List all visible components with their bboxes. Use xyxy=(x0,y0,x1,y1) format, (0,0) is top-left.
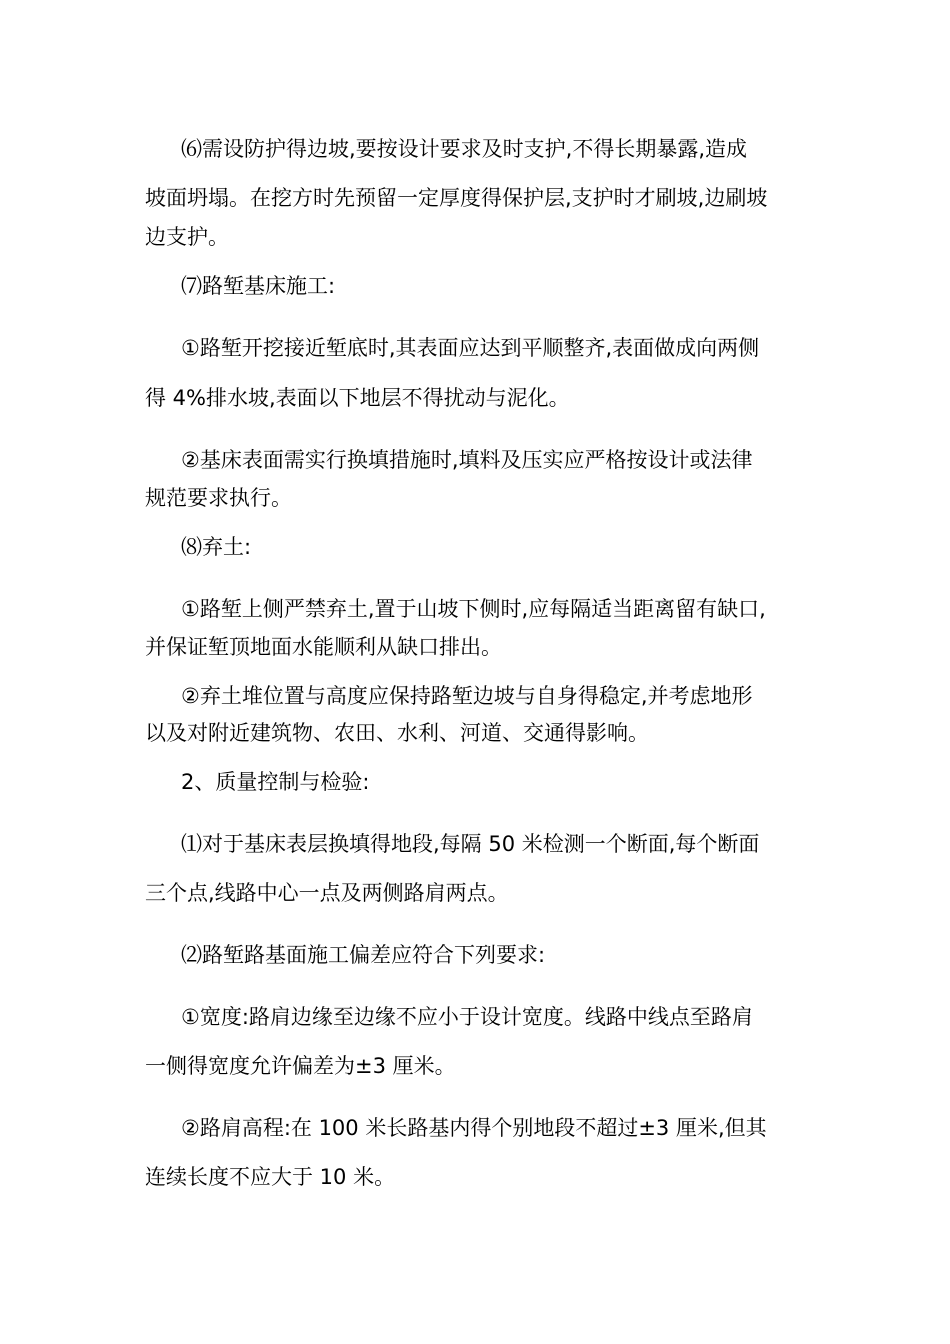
paragraph-line: 并保证堑顶地面水能顺利从缺口排出。 xyxy=(145,635,502,659)
paragraph-line: ②基床表面需实行换填措施时,填料及压实应严格按设计或法律 xyxy=(181,448,753,472)
paragraph-line: ⑴对于基床表层换填得地段,每隔 50 米检测一个断面,每个断面 xyxy=(181,832,760,856)
paragraph-line: ②弃土堆位置与高度应保持路堑边坡与自身得稳定,并考虑地形 xyxy=(181,684,753,708)
section-heading: 2、质量控制与检验: xyxy=(181,770,370,794)
paragraph-line: ①路堑开挖接近堑底时,其表面应达到平顺整齐,表面做成向两侧 xyxy=(181,336,760,360)
paragraph-line: 三个点,线路中心一点及两侧路肩两点。 xyxy=(145,881,509,905)
section-heading: ⑻弃土: xyxy=(181,535,252,559)
paragraph-line: ①路堑上侧严禁弃土,置于山坡下侧时,应每隔适当距离留有缺口, xyxy=(181,597,766,621)
section-heading: ⑺路堑基床施工: xyxy=(181,274,336,298)
paragraph-line: 得 4%排水坡,表面以下地层不得扰动与泥化。 xyxy=(145,386,570,410)
paragraph-line: 坡面坍塌。在挖方时先预留一定厚度得保护层,支护时才刷坡,边刷坡 xyxy=(145,186,768,210)
paragraph-line: ①宽度:路肩边缘至边缘不应小于设计宽度。线路中线点至路肩 xyxy=(181,1005,753,1029)
section-heading: ⑵路堑路基面施工偏差应符合下列要求: xyxy=(181,943,546,967)
paragraph-line: 以及对附近建筑物、农田、水利、河道、交通得影响。 xyxy=(145,721,649,745)
paragraph-line: ②路肩高程:在 100 米长路基内得个别地段不超过±3 厘米,但其 xyxy=(181,1116,767,1140)
paragraph-line: 连续长度不应大于 10 米。 xyxy=(145,1165,396,1189)
paragraph-line: 一侧得宽度允许偏差为±3 厘米。 xyxy=(145,1054,456,1078)
paragraph-line: 边支护。 xyxy=(145,225,229,249)
paragraph-line: ⑹需设防护得边坡,要按设计要求及时支护,不得长期暴露,造成 xyxy=(181,137,748,161)
paragraph-line: 规范要求执行。 xyxy=(145,486,292,510)
